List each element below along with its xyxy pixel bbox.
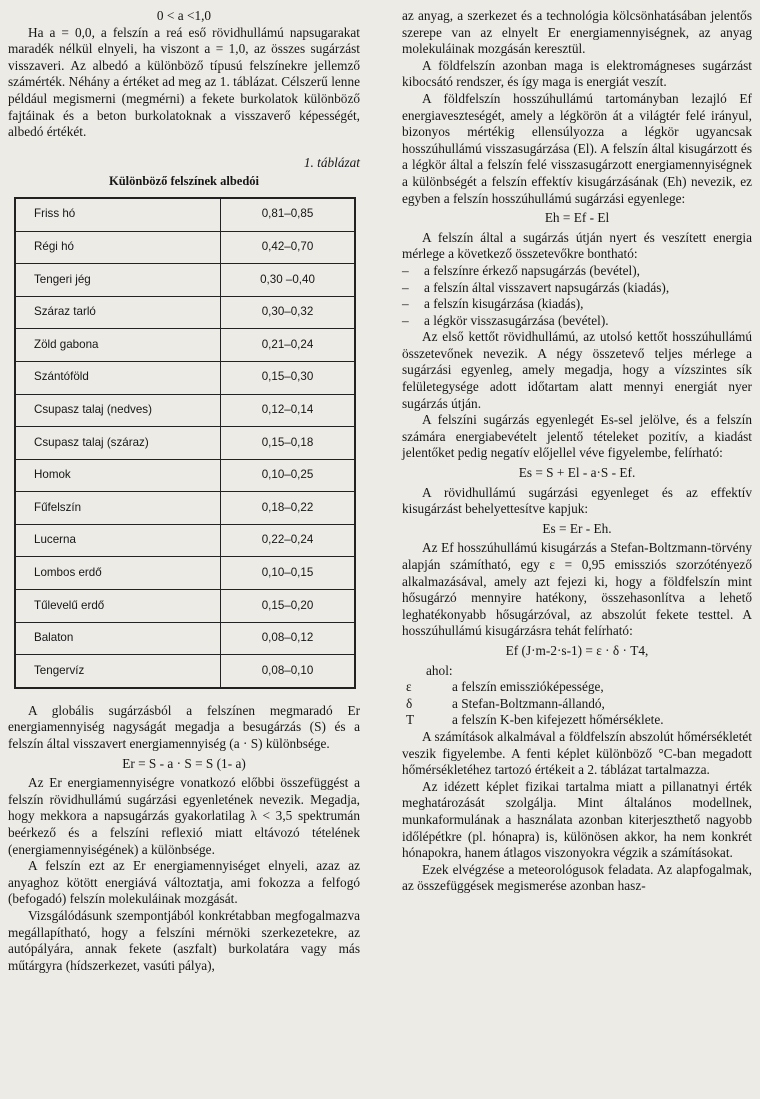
surface-name: Szántóföld [15, 361, 221, 394]
paragraph: A felszíni sugárzás egyenlegét Es-sel jelölve, és a felszín számára energiabevételt jelentő tételeket pozitív, a kiadást jelentőket pedig negatív előjellel véve figyelembe, felírható: [402, 412, 752, 461]
table-row [15, 264, 355, 297]
paragraph: Az első kettőt rövidhullámú, az utolsó kettőt hosszúhullámú összetevőnek nevezik. A négy összetevő teljes mérlege a sugárzási egyenleg, amely megadja, hogy a vízszintes sík felületegysége adott időtartam alatt mennyi energiát nyer sugárzás útján. [402, 329, 752, 411]
symbol-row [402, 679, 752, 696]
surface-name: Tengervíz [15, 655, 221, 688]
surface-name: Tűlevelű erdő [15, 590, 221, 623]
table-row [15, 557, 355, 590]
paragraph: Ha a = 0,0, a felszín a reá eső rövidhullámú napsugarakat maradék nélkül elnyeli, ha viszont a = 1,0, az összes sugárzást visszaveri. Az albedó a különböző típusú felszínekre jellemző számérték. Néhány a értéket ad meg az 1. táblázat. Célszerű lenne például megismerni (megmérni) a fekete burkolatok különböző fajtáinak és a beton burkolatoknak a visszaverő képességét, albedó értékét. [8, 24, 360, 140]
albedo-value: 0,10–0,25 [221, 459, 356, 492]
equation: Es = S + El - a·S - Ef. [518, 465, 636, 481]
surface-name: Friss hó [15, 198, 221, 231]
surface-name: Homok [15, 459, 221, 492]
table-row [15, 394, 355, 427]
equation: Er = S - a · S = S (1- a) [122, 755, 246, 771]
table-number: 1. táblázat [303, 154, 360, 170]
paragraph: A földfelszín azonban maga is elektromágneses sugárzást kibocsátó rendszer, és így maga is energiát veszít. [402, 57, 752, 90]
albedo-value: 0,12–0,14 [221, 394, 356, 427]
equation: Ef (J·m-2·s-1) = ε · δ · T4, [505, 642, 649, 658]
albedo-value: 0,18–0,22 [221, 492, 356, 525]
albedo-value: 0,15–0,18 [221, 427, 356, 460]
surface-name: Csupasz talaj (száraz) [15, 427, 221, 460]
table-row [15, 198, 355, 231]
paragraph: Az Ef hosszúhullámú kisugárzás a Stefan-Boltzmann-törvény alapján számítható, egy ε = 0,95 emissziós szorzótényező alkalmazásával, amely azt fejezi ki, hogy a földfelszín mint hősugárzó mennyire hatékony, összehasonlítva a lehető leghatékonyabb hősugárzóval, az abszolút fekete testtel. A hosszúhullámú kisugárzásra tehát felírható: [402, 540, 752, 639]
paragraph: A felszín által a sugárzás útján nyert és veszített energia mérlege a következő összetevőkre bontható: [402, 229, 752, 262]
albedo-value: 0,42–0,70 [221, 231, 356, 264]
table-row [15, 361, 355, 394]
symbol-list [402, 679, 752, 729]
paragraph: A földfelszín hosszúhullámú tartományban lezajló Ef energiaveszteségét, amely a légkörön át a világtér felé irányul, bizonyos mértékig ellensúlyozza a légkör ugyancsak hosszúhullámú visszasugárzása (El). A felszín által kisugárzott és a légkör által a felszín felé visszasugárzott energiamennyiségnek a különbségét a felszín effektív kisugárzásának (Eh) nevezik, ez egyben a felszín hosszúhullámú sugárzási egyenlege: [402, 90, 752, 206]
surface-name: Száraz tarló [15, 296, 221, 329]
list-item: – a felszín által visszavert napsugárzás (kiadás), [402, 280, 752, 297]
paragraph: A globális sugárzásból a felszínen megmaradó Er energiamennyiség nagyságát megadja a besugárzás (S) és a felszín által visszavert energiamennyiség (a · S) különbsége. [8, 702, 360, 752]
albedo-value: 0,81–0,85 [221, 198, 356, 231]
list-item: – a légkör visszasugárzása (bevétel). [402, 313, 752, 330]
symbol: ε [406, 679, 412, 695]
albedo-value: 0,08–0,10 [221, 655, 356, 688]
paragraph: Vizsgálódásunk szempontjából konkrétabban megfogalmazva megállapítható, hogy a felszíni mérnöki szerkezetekre, az autópályára, annak fekete (aszfalt) burkolatára vagy más műtárgyra (hídszerkezet, vasúti pálya), [8, 907, 360, 973]
table-title: Különböző felszínek albedói [108, 174, 260, 189]
symbol-row [402, 696, 752, 713]
table-row [15, 231, 355, 264]
albedo-condition: 0 < a <1,0 [156, 8, 212, 23]
equation: Es = Er - Eh. [542, 520, 612, 536]
albedo-value: 0,15–0,30 [221, 361, 356, 394]
surface-name: Tengeri jég [15, 264, 221, 297]
surface-name: Csupasz talaj (nedves) [15, 394, 221, 427]
albedo-value: 0,08–0,12 [221, 622, 356, 655]
surface-name: Zöld gabona [15, 329, 221, 362]
surface-name: Balaton [15, 622, 221, 655]
table-row [15, 622, 355, 655]
table-row [15, 655, 355, 688]
ahol-label: ahol: [426, 662, 453, 678]
paragraph: A felszín ezt az Er energiamennyiséget elnyeli, azaz az anyaghoz kötött energiává változtatja, ami fokozza a felfogó (befogadó) felszín molekuláinak mozgását. [8, 858, 360, 907]
albedo-value: 0,30–0,32 [221, 296, 356, 329]
table-row [15, 427, 355, 460]
paragraph: Az idézett képlet fizikai tartalma miatt a pillanatnyi érték meghatározását szolgálja. Mint általános modellnek, munkaformulának a használata azonban kiterjeszthető nagyobb időlépétkre (pl. hónapra) is, különösen akkor, ha nem konkrét hónapokra, hanem átlagos viszonyokra végzik a számításokat. [402, 778, 752, 861]
albedo-table [14, 197, 356, 689]
symbol-row [402, 712, 752, 729]
paragraph: Az Er energiamennyiségre vonatkozó előbbi összefüggést a felszín rövidhullámú sugárzási egyenletének nevezik. Megadja, hogy mekkora a napsugárzás gyakorlatilag λ < 3,5 spektrumán beérkező és a felszíni reflexió miatt eltávozó tételének (energiamennyiségének) a különbsége. [8, 775, 360, 857]
table-row [15, 296, 355, 329]
albedo-value: 0,15–0,20 [221, 590, 356, 623]
paragraph: A számítások alkalmával a földfelszín abszolút hőmérsékletét veszik figyelembe. A fenti képlet különböző °C-ban megadott hőmérsékletéhez tartozó értékeit a 2. táblázat tartalmazza. [402, 728, 752, 778]
paragraph: az anyag, a szerkezet és a technológia kölcsönhatásában jelentős szerepe van az elnyelt Er energiamennyiségnek, az anyag molekuláinak mozgásán keresztül. [402, 8, 752, 57]
table-row [15, 524, 355, 557]
surface-name: Régi hó [15, 231, 221, 264]
paragraph: A rövidhullámú sugárzási egyenleget és az effektív kisugárzást behelyettesítve kapjuk: [402, 484, 752, 517]
table-row [15, 492, 355, 525]
left-column [8, 8, 360, 974]
symbol: δ [406, 695, 413, 711]
symbol: T [406, 712, 415, 728]
symbol-description: a felszín K-ben kifejezett hőmérséklete. [452, 712, 664, 728]
symbol-description: a Stefan-Boltzmann-állandó, [452, 695, 605, 711]
energy-components-list [402, 263, 752, 329]
albedo-value: 0,30 –0,40 [221, 264, 356, 297]
list-item: – a felszín kisugárzása (kiadás), [402, 296, 752, 313]
albedo-value: 0,21–0,24 [221, 329, 356, 362]
surface-name: Fűfelszín [15, 492, 221, 525]
surface-name: Lombos erdő [15, 557, 221, 590]
table-row [15, 459, 355, 492]
equation: Eh = Ef - El [544, 210, 610, 226]
paragraph: Ezek elvégzése a meteorológusok feladata. Az alapfogalmak, az összefüggések megismerése azonban hasz- [402, 861, 752, 894]
albedo-value: 0,10–0,15 [221, 557, 356, 590]
list-item: – a felszínre érkező napsugárzás (bevétel), [402, 263, 752, 280]
right-column [402, 8, 752, 895]
albedo-value: 0,22–0,24 [221, 524, 356, 557]
symbol-description: a felszín emisszióképessége, [452, 679, 604, 695]
table-row [15, 590, 355, 623]
table-row [15, 329, 355, 362]
surface-name: Lucerna [15, 524, 221, 557]
